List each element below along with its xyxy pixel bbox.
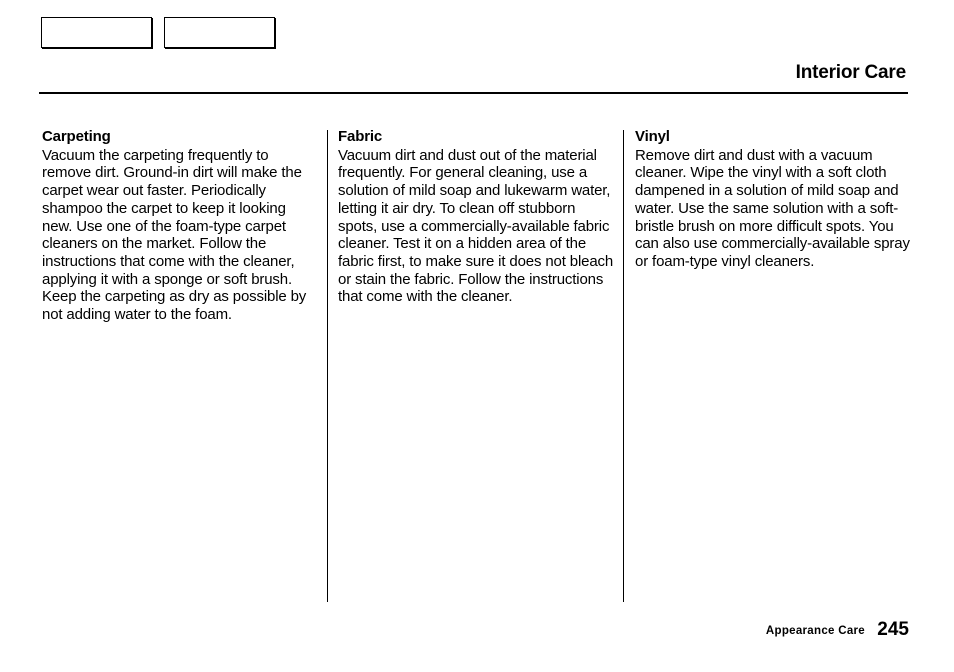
section-body: Remove dirt and dust with a vacuum cleaner. Wipe the vinyl with a soft cloth dampened in a solution of mild soap and water. Use the same solution with a soft-bristle brush on more difficult spots. You can also use commercially-available spray or foam-type vinyl cleaners. <box>635 146 910 270</box>
section-heading: Vinyl <box>635 128 670 145</box>
nav-button-index[interactable] <box>164 17 275 48</box>
section-body: Vacuum the carpeting frequently to remove dirt. Ground-in dirt will make the carpet wear out faster. Periodically shampoo the carpet to keep it looking new. Use one of the foam-type carpet cleaners on the market. Follow the instructions that come with the cleaner, applying it with a sponge or soft brush. Keep the carpeting as dry as possible by not adding water to the foam. <box>42 146 307 324</box>
section-heading: Fabric <box>338 128 383 145</box>
section-heading: Carpeting <box>42 128 111 145</box>
footer-section-name: Appearance Care <box>765 625 865 637</box>
nav-button-contents[interactable] <box>41 17 152 48</box>
section-fabric <box>338 128 618 306</box>
section-body: Vacuum dirt and dust out of the material frequently. For general cleaning, use a solution of mild soap and lukewarm water, letting it air dry. To clean off stubborn spots, use a commercially-available fabric cleaner. Test it on a hidden area of the fabric first, to make sure it does not bleach or stain the fabric. Follow the instructions that come with the cleaner. <box>338 146 614 306</box>
section-vinyl <box>635 128 915 271</box>
section-carpeting <box>42 128 320 324</box>
column-divider <box>623 130 624 602</box>
page-title: Interior Care <box>795 62 906 83</box>
column-divider <box>327 130 328 602</box>
header-divider <box>39 92 908 94</box>
page-number: 245 <box>877 619 909 640</box>
